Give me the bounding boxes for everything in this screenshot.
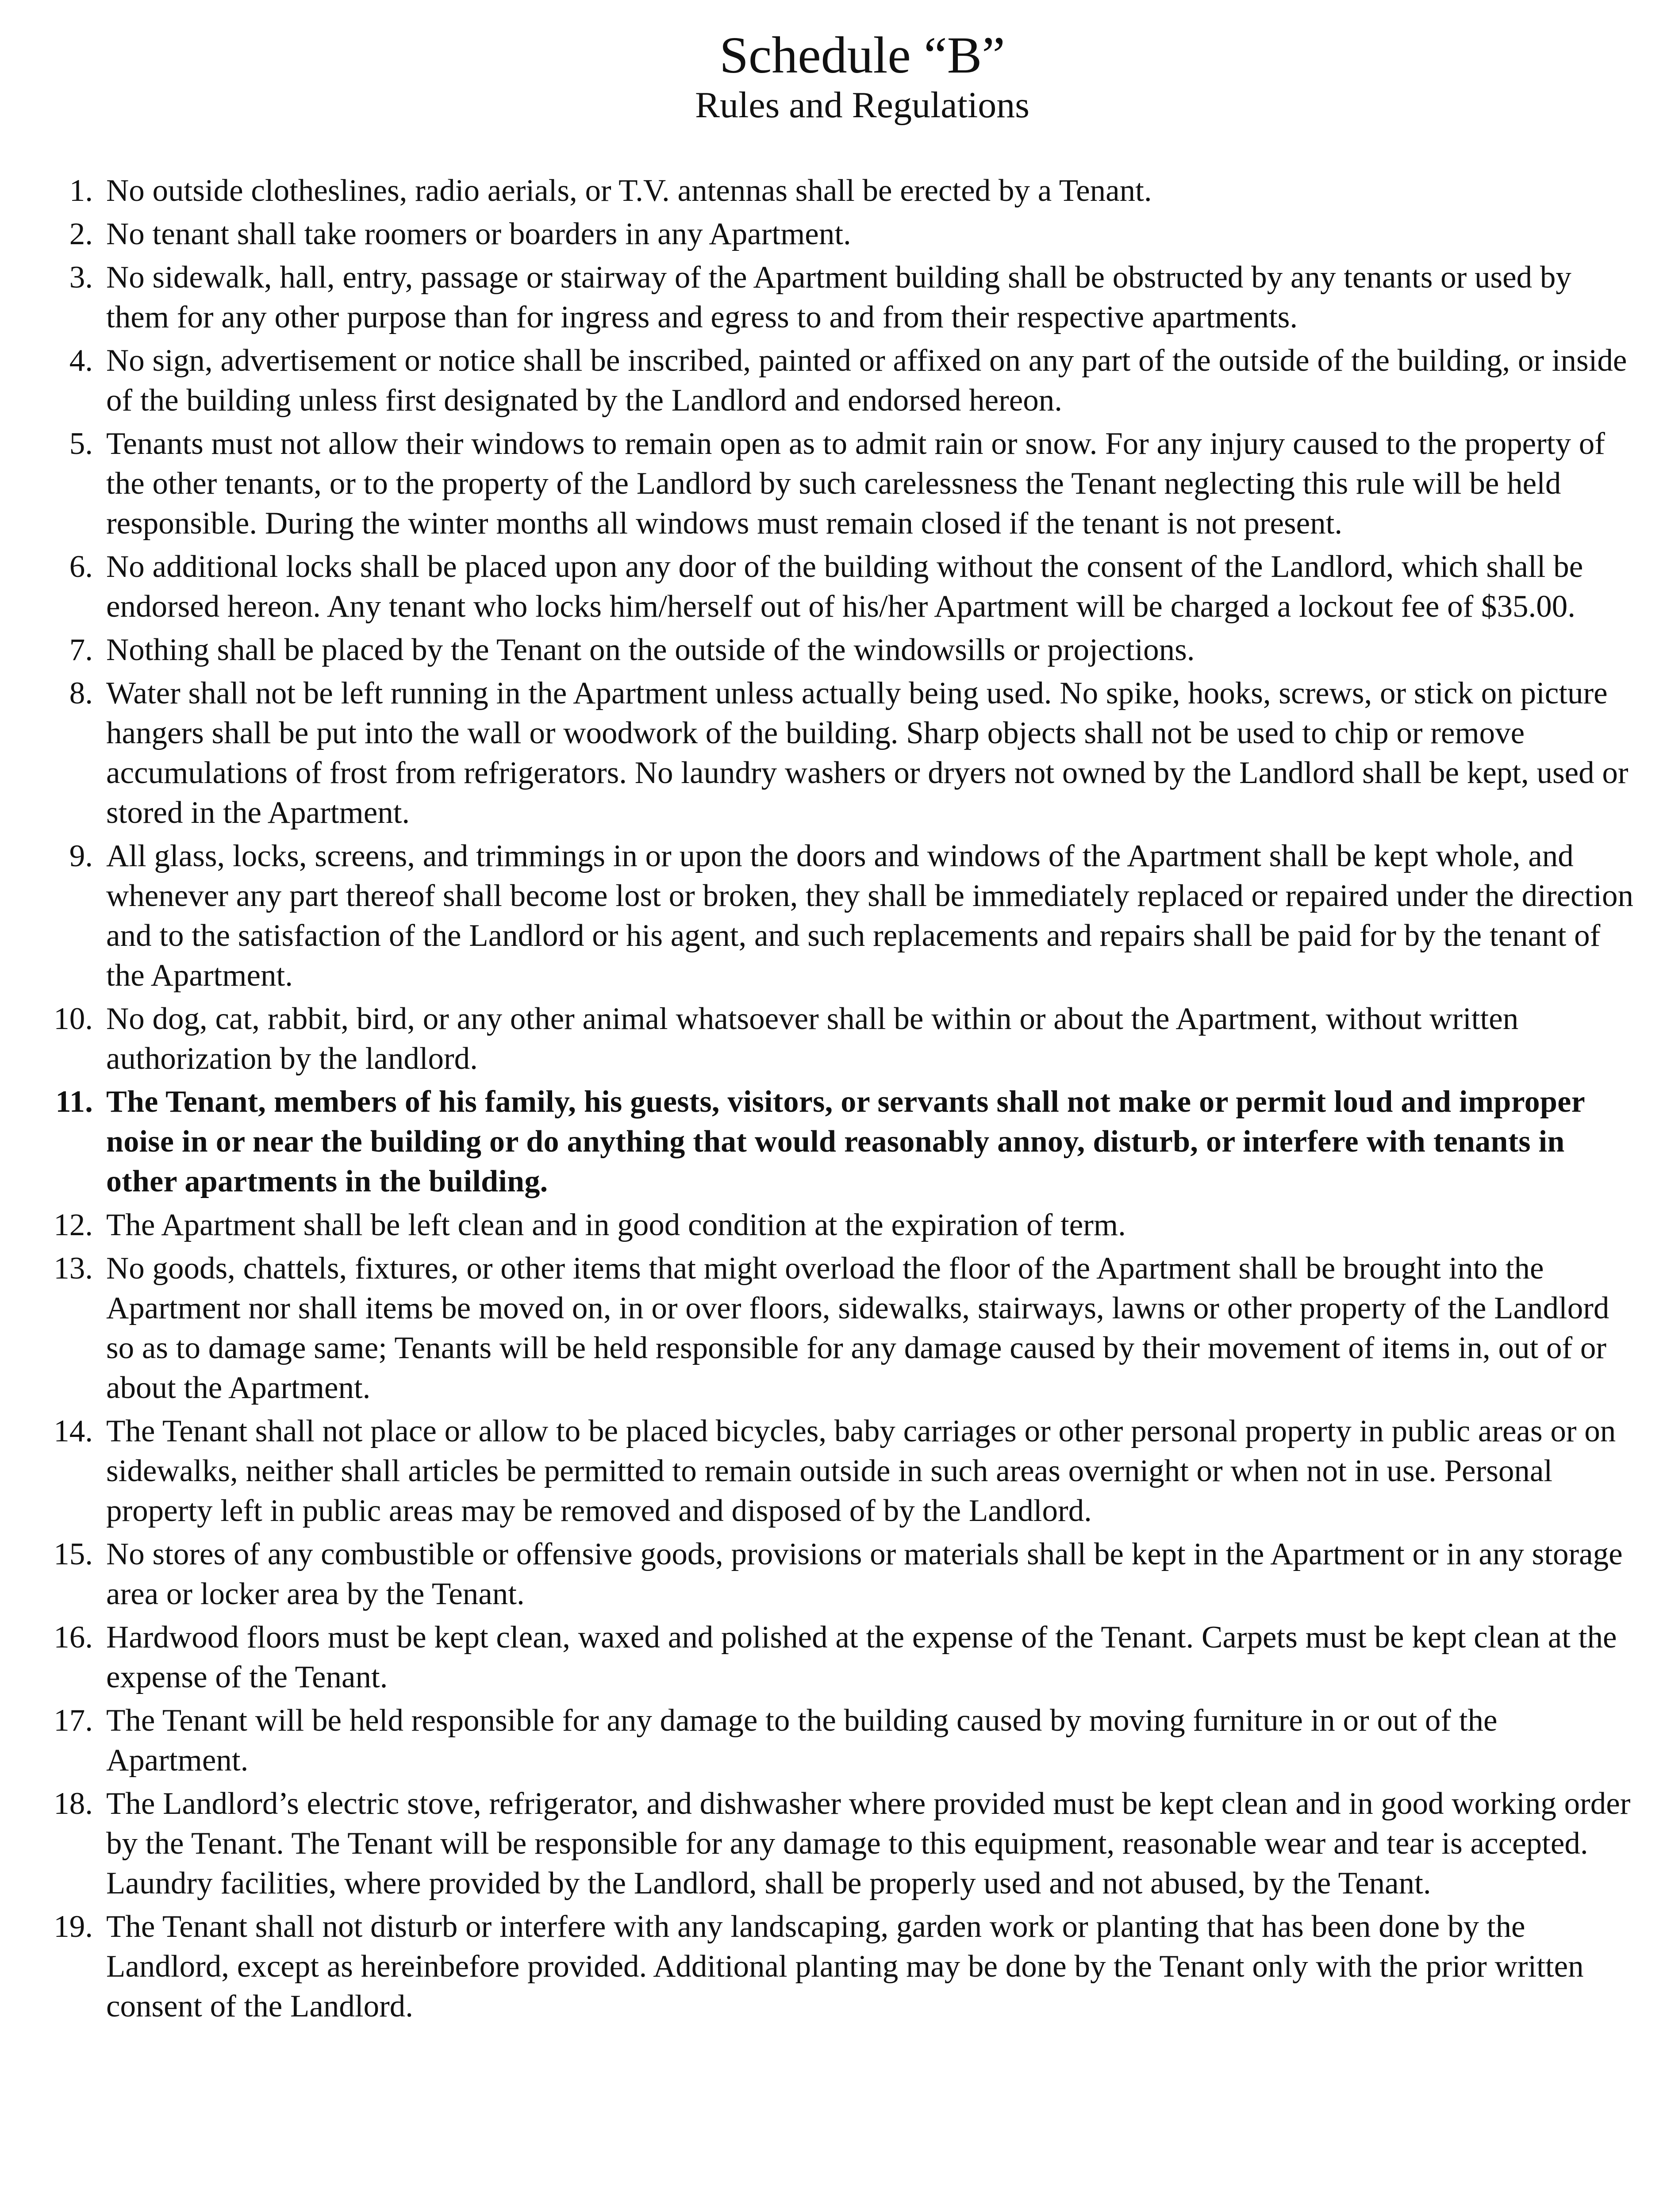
rule-text: No sign, advertisement or notice shall be inscribed, painted or affixed on any part of the outside of the building, or inside of the building unless first designated by the Landlord and endorsed hereon. <box>106 343 1627 418</box>
rule-item <box>27 424 1640 543</box>
rule-text: No stores of any combustible or offensive goods, provisions or materials shall be kept in the Apartment or in any storage area or locker area by the Tenant. <box>106 1537 1623 1611</box>
rule-number: 12. <box>54 1208 93 1242</box>
rule-number: 5. <box>69 426 93 461</box>
rule-number: 4. <box>69 343 93 378</box>
rule-text: No additional locks shall be placed upon any door of the building without the consent of the Landlord, which shall be endorsed hereon. Any tenant who locks him/herself out of his/her Apartment will be charged a lockout fee of $35.00. <box>106 549 1583 624</box>
rule-number: 2. <box>69 217 93 251</box>
rule-item <box>27 1784 1640 1903</box>
rule-text: Water shall not be left running in the Apartment unless actually being used. No spike, hooks, screws, or stick on picture hangers shall be put into the wall or woodwork of the building. Sharp objects shall not be used to chip or remove accumulations of frost from refrigerators. No laundry washers or dryers not owned by the Landlord shall be kept, used or stored in the Apartment. <box>106 676 1629 830</box>
rule-number: 8. <box>69 676 93 710</box>
rule-text: No tenant shall take roomers or boarders in any Apartment. <box>106 217 851 251</box>
rule-number: 16. <box>54 1620 93 1655</box>
rule-number: 17. <box>54 1703 93 1738</box>
rule-item <box>27 673 1640 833</box>
rule-number: 19. <box>54 1909 93 1944</box>
rule-item <box>27 1082 1640 1202</box>
rule-number: 13. <box>54 1251 93 1286</box>
rule-text: The Tenant shall not place or allow to be placed bicycles, baby carriages or other personal property in public areas or on sidewalks, neither shall articles be permitted to remain outside in such areas overnight or when not in use. Personal property left in public areas may be removed and disposed of by the Landlord. <box>106 1414 1616 1528</box>
rule-item <box>27 214 1640 254</box>
rules-list <box>27 171 1640 2026</box>
rule-item <box>27 999 1640 1079</box>
rule-text: No sidewalk, hall, entry, passage or stairway of the Apartment building shall be obstructed by any tenants or used by them for any other purpose than for ingress and egress to and from their respective apartments. <box>106 260 1571 334</box>
rule-item <box>27 1701 1640 1780</box>
rule-item <box>27 1617 1640 1697</box>
rule-number: 10. <box>54 1002 93 1036</box>
rule-number: 1. <box>69 173 93 208</box>
document-subtitle: Rules and Regulations <box>695 84 1029 126</box>
rule-text: Tenants must not allow their windows to remain open as to admit rain or snow. For any injury caused to the property of the other tenants, or to the property of the Landlord by such carelessness the Tenant neglecting this rule will be held responsible. During the winter months all windows must remain closed if the tenant is not present. <box>106 426 1605 541</box>
rule-text: No outside clotheslines, radio aerials, or T.V. antennas shall be erected by a Tenant. <box>106 173 1152 208</box>
rule-text: Nothing shall be placed by the Tenant on the outside of the windowsills or projections. <box>106 633 1195 667</box>
rule-text: The Tenant shall not disturb or interfere with any landscaping, garden work or planting that has been done by the Landlord, except as hereinbefore provided. Additional planting may be done by the Tenant only with the prior written consent of the Landlord. <box>106 1909 1584 2024</box>
rule-number: 7. <box>69 633 93 667</box>
rule-number: 6. <box>69 549 93 584</box>
rule-item <box>27 630 1640 670</box>
rule-item <box>27 1411 1640 1531</box>
rule-number: 18. <box>54 1786 93 1821</box>
rule-text: The Tenant, members of his family, his guests, visitors, or servants shall not make or permit loud and improper noise in or near the building or do anything that would reasonably annoy, disturb, or interfere with tenants in other apartments in the building. <box>106 1085 1585 1198</box>
rule-item <box>27 1907 1640 2026</box>
rule-item <box>27 1534 1640 1614</box>
rule-item <box>27 836 1640 995</box>
rule-text: All glass, locks, screens, and trimmings in or upon the doors and windows of the Apartment shall be kept whole, and whenever any part thereof shall become lost or broken, they shall be immediately replaced or repaired under the direction and to the satisfaction of the Landlord or his agent, and such replacements and repairs shall be paid for by the tenant of the Apartment. <box>106 839 1633 993</box>
rule-item <box>27 1248 1640 1408</box>
rule-item <box>27 341 1640 420</box>
rule-text: No dog, cat, rabbit, bird, or any other animal whatsoever shall be within or about the Apartment, without written authorization by the landlord. <box>106 1002 1519 1076</box>
rule-text: The Apartment shall be left clean and in good condition at the expiration of term. <box>106 1208 1126 1242</box>
rule-item <box>27 1205 1640 1245</box>
document-title: Schedule “B” <box>719 26 1005 84</box>
rule-number: 3. <box>69 260 93 295</box>
rule-item <box>27 171 1640 211</box>
rule-number: 9. <box>69 839 93 873</box>
rule-text: No goods, chattels, fixtures, or other items that might overload the floor of the Apartment shall be brought into the Apartment nor shall items be moved on, in or over floors, sidewalks, stairways, lawns or other property of the Landlord so as to damage same; Tenants will be held responsible for any damage caused by their movement of items in, out of or about the Apartment. <box>106 1251 1609 1405</box>
rule-item <box>27 257 1640 337</box>
rule-text: Hardwood floors must be kept clean, waxed and polished at the expense of the Tenant. Carpets must be kept clean at the expense of the Tenant. <box>106 1620 1617 1694</box>
rule-item <box>27 547 1640 626</box>
rule-number: 11. <box>55 1085 93 1119</box>
rule-text: The Tenant will be held responsible for any damage to the building caused by moving furniture in or out of the Apartment. <box>106 1703 1498 1778</box>
rule-number: 15. <box>54 1537 93 1571</box>
rule-text: The Landlord’s electric stove, refrigerator, and dishwasher where provided must be kept clean and in good working order by the Tenant. The Tenant will be responsible for any damage to this equipment, reasonable wear and tear is accepted. Laundry facilities, where provided by the Landlord, shall be properly used and not abused, by the Tenant. <box>106 1786 1631 1901</box>
rule-number: 14. <box>54 1414 93 1448</box>
